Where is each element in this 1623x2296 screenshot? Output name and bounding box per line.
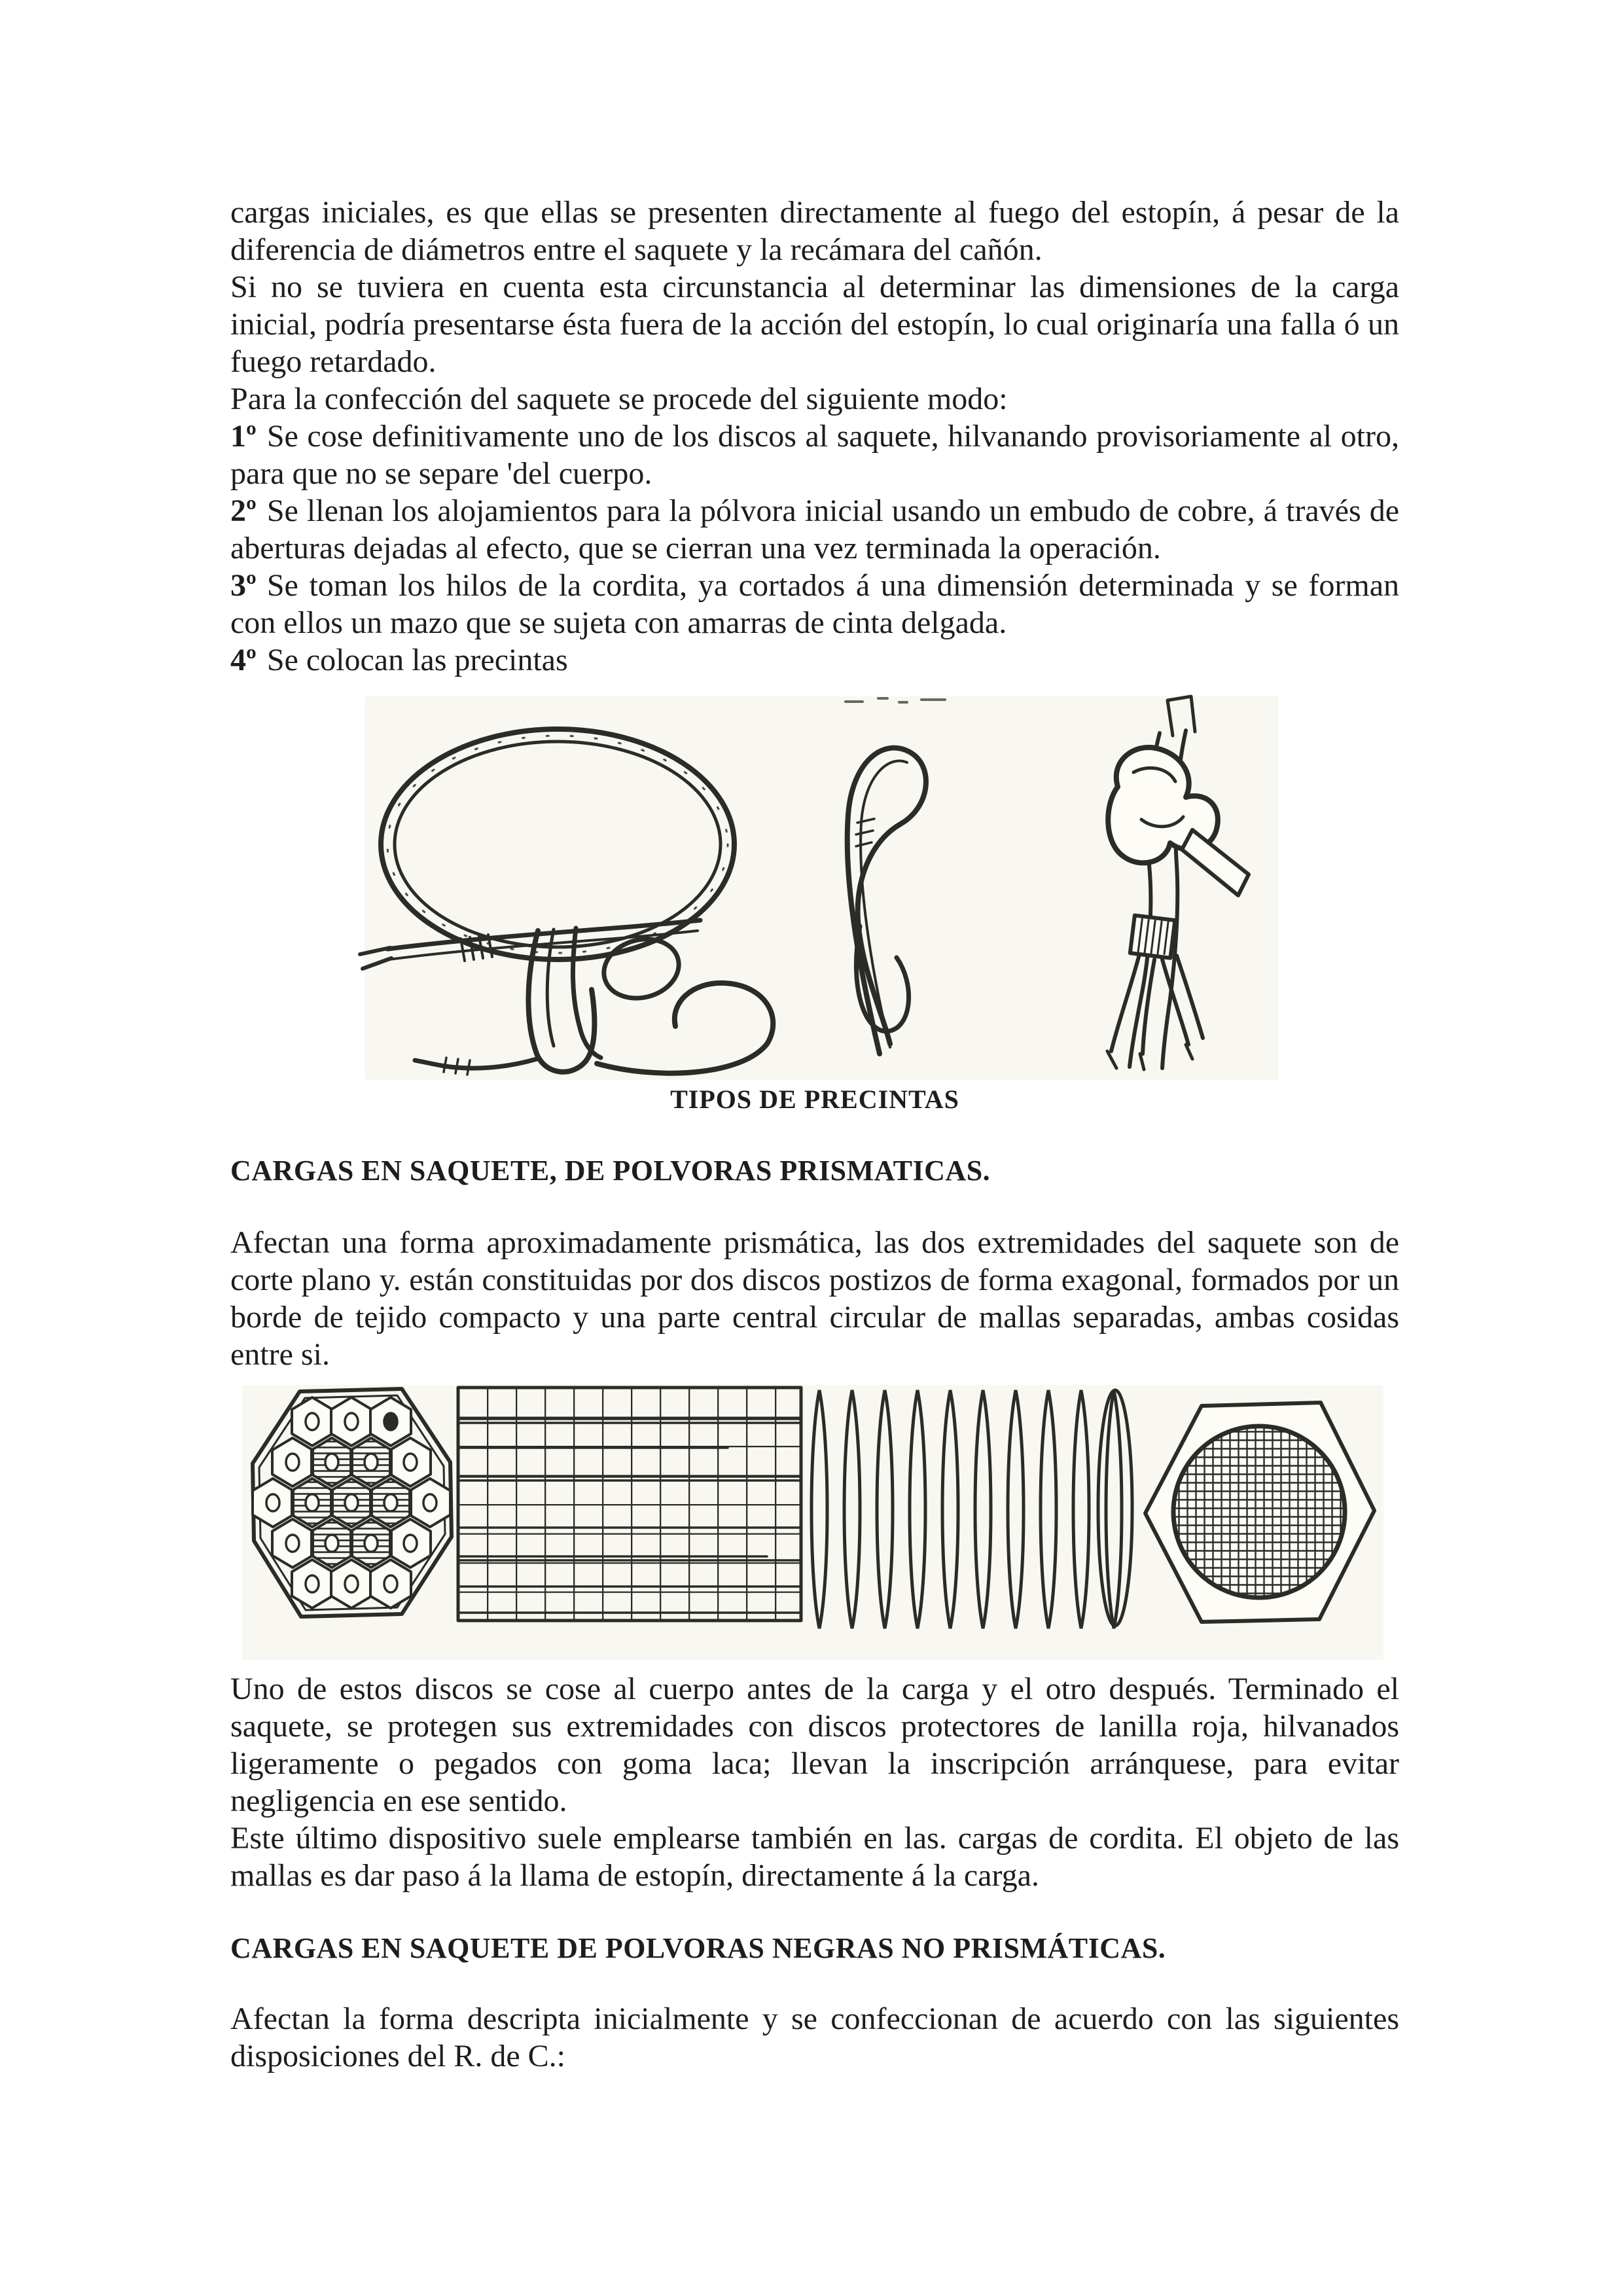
paragraph-text: Se colocan las precintas (266, 643, 568, 677)
paragraph-text: Si no se tuviera en cuenta esta circunstancia al determinar las dimensiones de la carga inicial, podría presentarse ésta fuera de la acción del estopín, lo cual originaría una falla ó un fuego retardado. (230, 270, 1399, 379)
paragraph-prismaticas-body: Afectan una forma aproximadamente prismática, las dos extremidades del saquete son de corte plano y. están constituidas por dos discos postizos de forma exagonal, formados por un borde de tejido compacto y una parte central circular de mallas separadas, ambas cosidas entre si. (230, 1225, 1399, 1372)
paragraph: Este último dispositivo suele emplearse también en las. cargas de cordita. El objeto de las mallas es dar paso á la llama de estopín, directamente á la carga. (230, 1821, 1399, 1893)
paragraph (230, 567, 1399, 641)
item-ordinal: 2º (230, 493, 257, 528)
paragraph (230, 492, 1399, 567)
paragraph-text: Se toman los hilos de la cordita, ya cortados á una dimensión determinada y se forman con ellos un mazo que se sujeta con amarras de cinta delgada. (230, 568, 1399, 640)
figure-saquete-prismatico (230, 1385, 1399, 1660)
figure-caption: TIPOS DE PRECINTAS (670, 1085, 959, 1114)
paragraph-text: Se cose definitivamente uno de los discos al saquete, hilvanando provisoriamente al otro, para que no se separe 'del cuerpo. (230, 419, 1399, 491)
item-ordinal: 3º (230, 568, 257, 603)
paragraph (230, 380, 1399, 418)
item-ordinal: 1º (230, 419, 257, 454)
heading-polvoras-prismaticas: CARGAS EN SAQUETE, DE POLVORAS PRISMATICAS. (230, 1155, 991, 1187)
corrugated-body-drawing (803, 1389, 1132, 1630)
paragraph-negras-body: Afectan la forma descripta inicialmente y se confeccionan de acuerdo con las siguientes disposiciones del R. de C.: (230, 2001, 1399, 2073)
paragraph-text: cargas iniciales, es que ellas se presenten directamente al fuego del estopín, á pesar de la diferencia de diámetros entre el saquete y la recámara del cañón. (230, 195, 1399, 267)
paragraph-text: Para la confección del saquete se procede del siguiente modo: (230, 382, 1008, 416)
after-figure-paragraphs (230, 1670, 1399, 1894)
paragraph (230, 194, 1399, 268)
paragraph-text: Se llenan los alojamientos para la pólvora inicial usando un embudo de cobre, á través de aberturas dejadas al efecto, que se cierran una vez terminada la operación. (230, 493, 1399, 565)
heading-polvoras-negras: CARGAS EN SAQUETE DE POLVORAS NEGRAS NO PRISMÁTICAS. (230, 1932, 1166, 1964)
paragraph (230, 268, 1399, 380)
figure-tipos-de-precintas (230, 687, 1399, 1083)
grid-body-drawing (458, 1388, 801, 1621)
paragraph (230, 418, 1399, 492)
item-ordinal: 4º (230, 643, 257, 677)
intro-paragraphs (230, 194, 1399, 679)
paragraph: Uno de estos discos se cose al cuerpo antes de la carga y el otro después. Terminado el saquete, se protegen sus extremidades con discos protectores de lanilla roja, hilvanados ligeramente o pegados con goma laca; llevan la inscripción arránquese, para evitar negligencia en ese sentido. (230, 1672, 1399, 1818)
paragraph (230, 641, 1399, 679)
